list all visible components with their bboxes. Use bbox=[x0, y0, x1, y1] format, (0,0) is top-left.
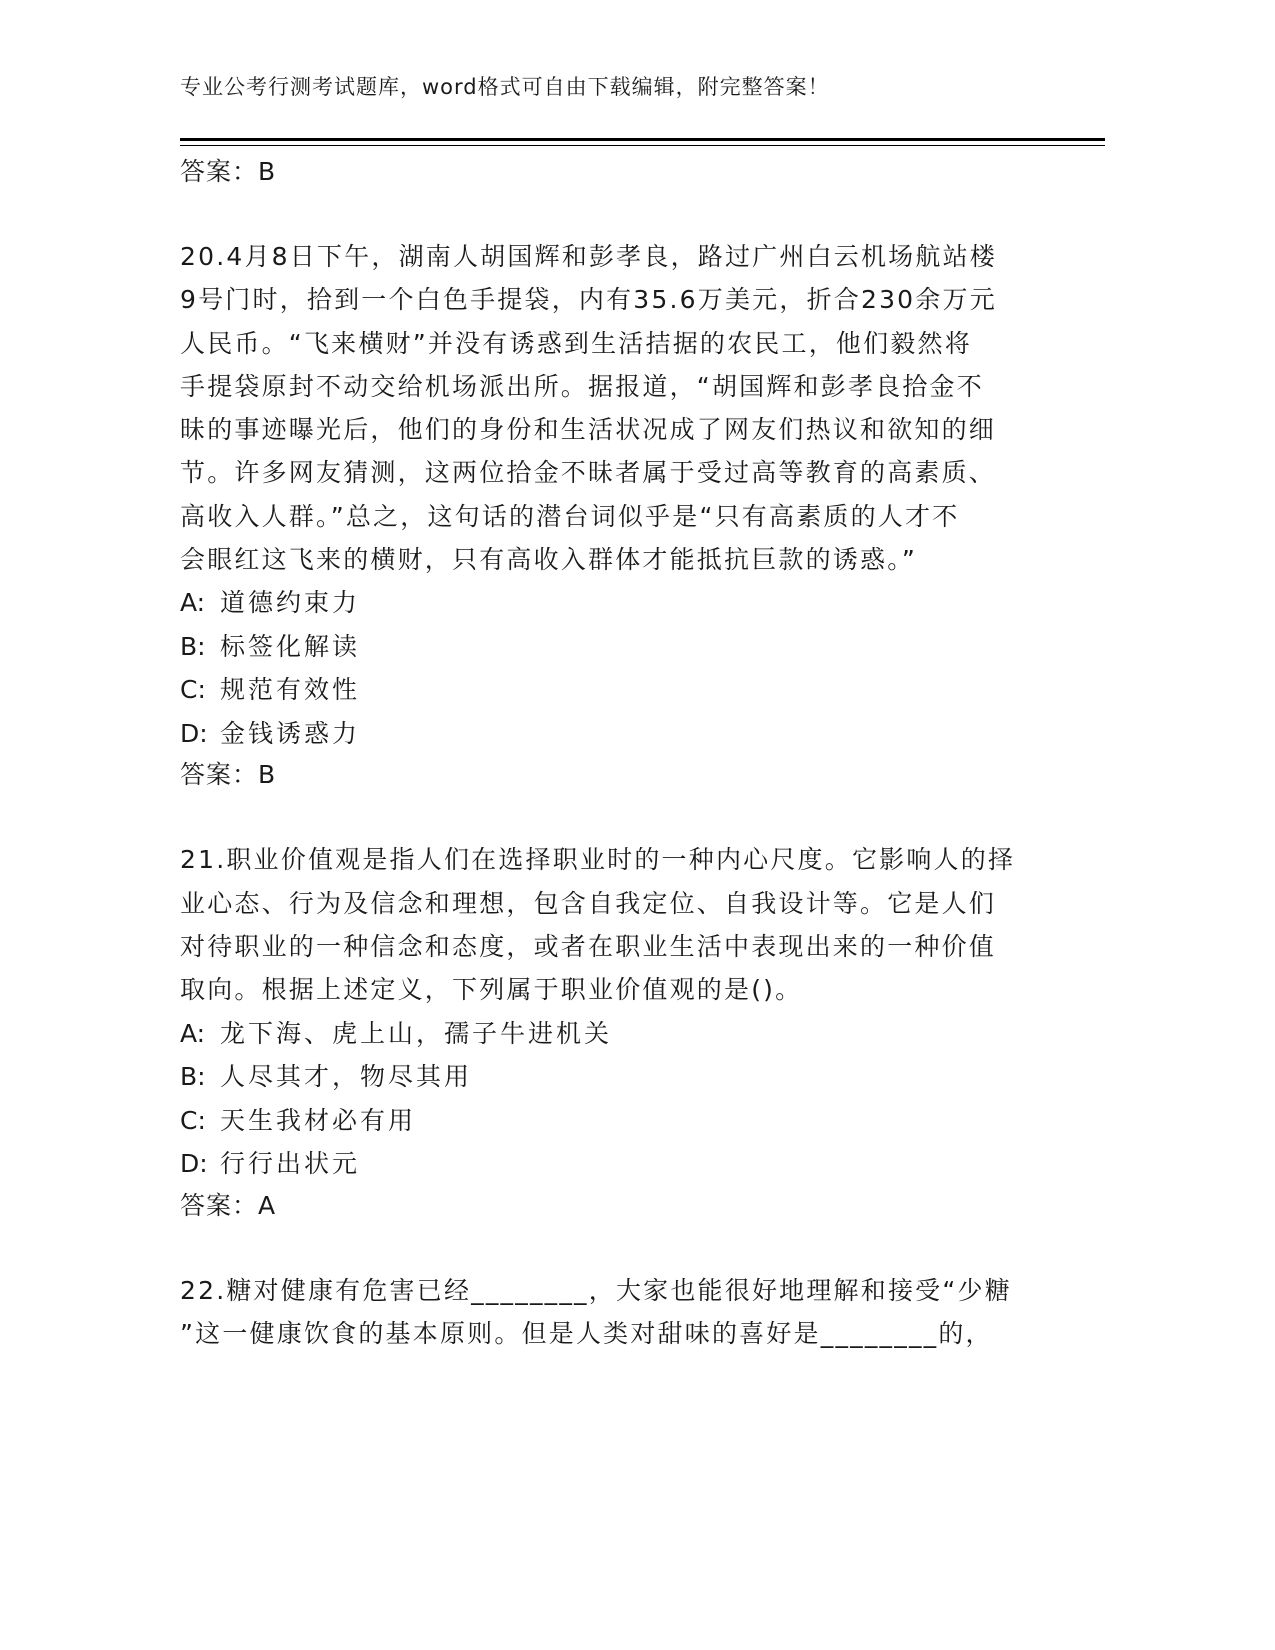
option-key: B: bbox=[180, 1062, 206, 1092]
option-text: 金钱诱惑力 bbox=[220, 718, 361, 748]
question-line: 业心态、行为及信念和理想，包含自我定位、自我设计等。它是人们 bbox=[180, 888, 997, 918]
option-d bbox=[180, 1142, 1030, 1186]
question-22-stem bbox=[180, 1269, 1030, 1356]
page-header-text: 专业公考行测考试题库，word格式可自由下载编辑，附完整答案！ bbox=[180, 75, 830, 99]
option-b bbox=[180, 1055, 1030, 1099]
option-key: A: bbox=[180, 1018, 206, 1048]
question-line: 9号门时，拾到一个白色手提袋，内有35.6万美元，折合230余万元 bbox=[180, 285, 997, 315]
option-key: D: bbox=[180, 718, 208, 748]
option-text: 道德约束力 bbox=[220, 588, 361, 618]
question-line: 高收入人群。”总之，这句话的潜台词似乎是“只有高素质的人才不 bbox=[180, 501, 960, 531]
option-key: A: bbox=[180, 588, 206, 618]
option-c bbox=[180, 668, 1030, 712]
question-line: 对待职业的一种信念和态度，或者在职业生活中表现出来的一种价值 bbox=[180, 931, 997, 961]
question-line: 22.糖对健康有危害已经________，大家也能很好地理解和接受“少糖 bbox=[180, 1275, 1012, 1305]
spacer bbox=[180, 795, 1030, 838]
option-text: 规范有效性 bbox=[220, 675, 361, 705]
option-a bbox=[180, 1012, 1030, 1056]
question-line: 20.4月8日下午，湖南人胡国辉和彭孝良，路过广州白云机场航站楼 bbox=[180, 242, 997, 271]
header-rule-thin bbox=[180, 145, 1105, 146]
option-text: 龙下海、虎上山，孺子牛进机关 bbox=[220, 1018, 613, 1048]
question-21-answer: 答案：A bbox=[180, 1190, 277, 1220]
option-b bbox=[180, 625, 1030, 669]
previous-answer: 答案：B bbox=[180, 157, 277, 186]
option-c bbox=[180, 1099, 1030, 1143]
question-20-stem bbox=[180, 235, 1030, 581]
question-line: 人民币。“飞来横财”并没有诱惑到生活拮据的农民工，他们毅然将 bbox=[180, 328, 972, 358]
option-text: 行行出状元 bbox=[220, 1149, 361, 1179]
option-text: 人尽其才，物尽其用 bbox=[220, 1062, 473, 1092]
spacer bbox=[180, 192, 1030, 235]
spacer bbox=[180, 1226, 1030, 1269]
option-text: 标签化解读 bbox=[220, 631, 361, 661]
question-line: ”这一健康饮食的基本原则。但是人类对甜味的喜好是________的， bbox=[180, 1318, 993, 1348]
question-line: 21.职业价值观是指人们在选择职业时的一种内心尺度。它影响人的择 bbox=[180, 845, 1016, 875]
question-line: 节。许多网友猜测，这两位拾金不昧者属于受过高等教育的高素质、 bbox=[180, 458, 997, 488]
document-body bbox=[180, 152, 1030, 1355]
header-rule-thick bbox=[180, 138, 1105, 141]
option-key: C: bbox=[180, 1105, 206, 1135]
question-20-answer: 答案：B bbox=[180, 760, 277, 790]
question-line: 取向。根据上述定义，下列属于职业价值观的是()。 bbox=[180, 975, 803, 1005]
question-line: 会眼红这飞来的横财，只有高收入群体才能抵抗巨款的诱惑。” bbox=[180, 545, 918, 575]
question-21-stem bbox=[180, 838, 1030, 1011]
option-key: D: bbox=[180, 1149, 208, 1179]
option-d bbox=[180, 712, 1030, 756]
question-20 bbox=[180, 235, 1030, 795]
option-a bbox=[180, 581, 1030, 625]
question-line: 手提袋原封不动交给机场派出所。据报道，“胡国辉和彭孝良拾金不 bbox=[180, 371, 984, 401]
question-22 bbox=[180, 1269, 1030, 1356]
question-line: 昧的事迹曝光后，他们的身份和生活状况成了网友们热议和欲知的细 bbox=[180, 415, 997, 445]
option-key: C: bbox=[180, 675, 206, 705]
question-21 bbox=[180, 838, 1030, 1225]
option-text: 天生我材必有用 bbox=[220, 1105, 417, 1135]
option-key: B: bbox=[180, 631, 206, 661]
